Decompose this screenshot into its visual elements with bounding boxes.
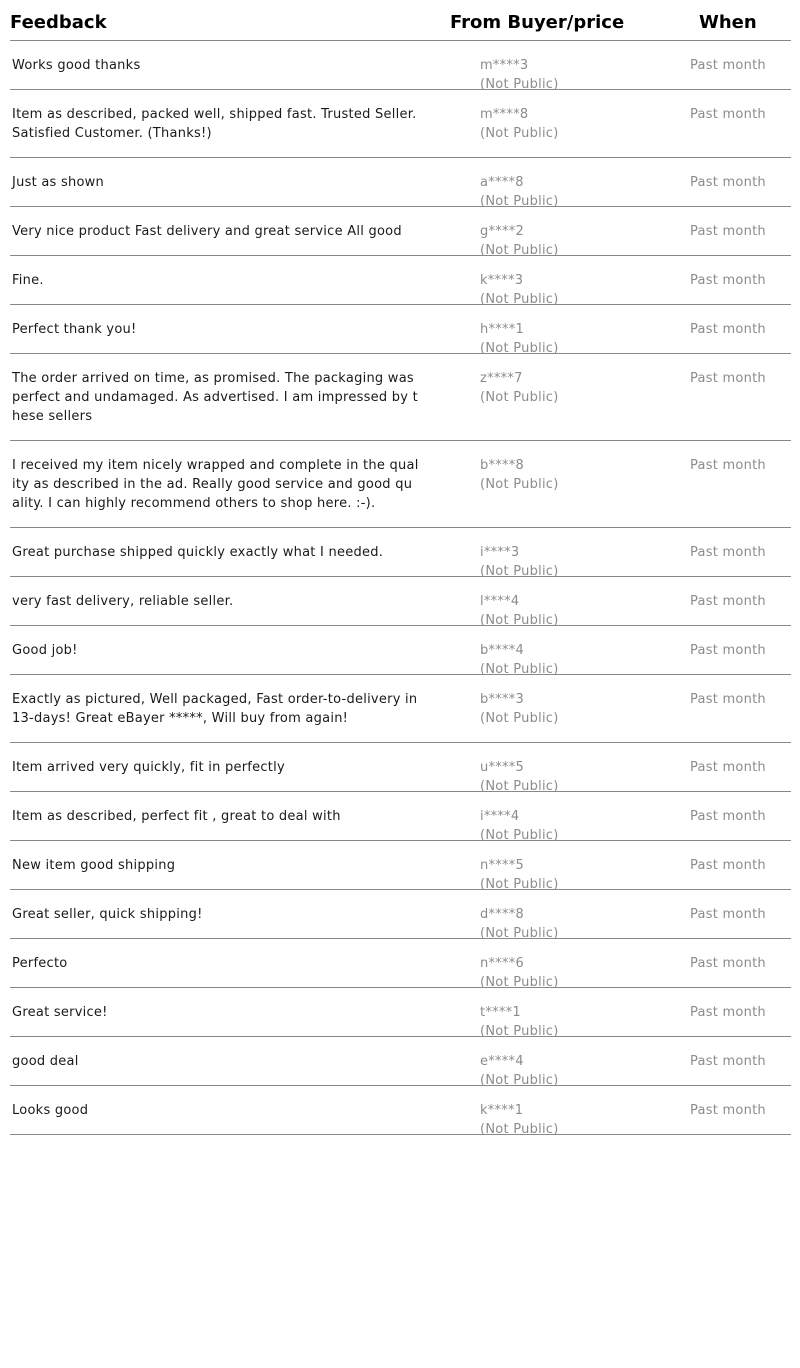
feedback-row bbox=[10, 675, 791, 743]
feedback-comment: Great purchase shipped quickly exactly what I needed. bbox=[12, 545, 384, 560]
feedback-when: Past month bbox=[690, 643, 766, 658]
feedback-row bbox=[10, 256, 791, 305]
feedback-comment: Perfecto bbox=[12, 956, 68, 971]
feedback-row bbox=[10, 841, 791, 890]
price-text: (Not Public) bbox=[480, 77, 559, 92]
buyer-info bbox=[480, 758, 559, 796]
feedback-when: Past month bbox=[690, 371, 766, 386]
buyer-id: h****1 bbox=[480, 322, 525, 337]
feedback-comment: Very nice product Fast delivery and great service All good bbox=[12, 224, 402, 239]
buyer-id: m****3 bbox=[480, 58, 529, 73]
feedback-comment: I received my item nicely wrapped and complete in the quality as described in the ad. Really good service and good quality. I can highly recommend others to shop here. :-). bbox=[12, 458, 419, 511]
feedback-comment: Item as described, perfect fit , great to deal with bbox=[12, 809, 341, 824]
feedback-when: Past month bbox=[690, 692, 766, 707]
feedback-row bbox=[10, 743, 791, 792]
price-text: (Not Public) bbox=[480, 1024, 559, 1039]
price-text: (Not Public) bbox=[480, 477, 559, 492]
feedback-when: Past month bbox=[690, 760, 766, 775]
feedback-comment: Item arrived very quickly, fit in perfectly bbox=[12, 760, 285, 775]
feedback-comment: Item as described, packed well, shipped fast. Trusted Seller. Satisfied Customer. (Thanks!) bbox=[12, 107, 417, 141]
feedback-row bbox=[10, 305, 791, 354]
buyer-info bbox=[480, 954, 559, 992]
feedback-when: Past month bbox=[690, 1103, 766, 1118]
feedback-row bbox=[10, 528, 791, 577]
buyer-info bbox=[480, 856, 559, 894]
feedback-row bbox=[10, 792, 791, 841]
buyer-column-header: From Buyer/price bbox=[450, 12, 625, 33]
buyer-id: a****8 bbox=[480, 175, 524, 190]
buyer-id: g****2 bbox=[480, 224, 525, 239]
feedback-when: Past month bbox=[690, 858, 766, 873]
buyer-id: m****8 bbox=[480, 107, 529, 122]
feedback-row bbox=[10, 441, 791, 528]
buyer-id: b****8 bbox=[480, 458, 525, 473]
buyer-info bbox=[480, 271, 559, 309]
buyer-id: n****5 bbox=[480, 858, 525, 873]
price-text: (Not Public) bbox=[480, 877, 559, 892]
feedback-when: Past month bbox=[690, 322, 766, 337]
feedback-when: Past month bbox=[690, 58, 766, 73]
price-text: (Not Public) bbox=[480, 564, 559, 579]
price-text: (Not Public) bbox=[480, 1122, 559, 1137]
price-text: (Not Public) bbox=[480, 390, 559, 405]
buyer-info bbox=[480, 543, 559, 581]
price-text: (Not Public) bbox=[480, 194, 559, 209]
price-text: (Not Public) bbox=[480, 341, 559, 356]
buyer-info bbox=[480, 690, 559, 728]
feedback-table bbox=[10, 0, 791, 1135]
feedback-comment: Great seller, quick shipping! bbox=[12, 907, 203, 922]
feedback-comment: Fine. bbox=[12, 273, 44, 288]
feedback-comment: Just as shown bbox=[12, 175, 105, 190]
buyer-id: z****7 bbox=[480, 371, 523, 386]
buyer-id: d****8 bbox=[480, 907, 525, 922]
buyer-id: k****3 bbox=[480, 273, 524, 288]
feedback-row bbox=[10, 626, 791, 675]
buyer-id: u****5 bbox=[480, 760, 525, 775]
buyer-info bbox=[480, 222, 559, 260]
buyer-info bbox=[480, 1052, 559, 1090]
feedback-when: Past month bbox=[690, 594, 766, 609]
buyer-id: b****3 bbox=[480, 692, 525, 707]
buyer-id: b****4 bbox=[480, 643, 525, 658]
buyer-id: l****4 bbox=[480, 594, 520, 609]
feedback-when: Past month bbox=[690, 175, 766, 190]
feedback-row bbox=[10, 939, 791, 988]
feedback-row bbox=[10, 207, 791, 256]
buyer-info bbox=[480, 173, 559, 211]
price-text: (Not Public) bbox=[480, 926, 559, 941]
feedback-row bbox=[10, 1086, 791, 1135]
feedback-when: Past month bbox=[690, 224, 766, 239]
buyer-info bbox=[480, 320, 559, 358]
price-text: (Not Public) bbox=[480, 126, 559, 141]
feedback-when: Past month bbox=[690, 1054, 766, 1069]
buyer-info bbox=[480, 369, 559, 407]
feedback-comment: very fast delivery, reliable seller. bbox=[12, 594, 234, 609]
feedback-row bbox=[10, 1037, 791, 1086]
price-text: (Not Public) bbox=[480, 828, 559, 843]
feedback-comment: New item good shipping bbox=[12, 858, 176, 873]
buyer-info bbox=[480, 905, 559, 943]
feedback-row bbox=[10, 90, 791, 158]
feedback-row bbox=[10, 988, 791, 1037]
feedback-when: Past month bbox=[690, 809, 766, 824]
feedback-comment: Exactly as pictured, Well packaged, Fast order-to-delivery in 13-days! Great eBayer *****, Will buy from again! bbox=[12, 692, 418, 726]
buyer-id: i****4 bbox=[480, 809, 520, 824]
feedback-when: Past month bbox=[690, 907, 766, 922]
price-text: (Not Public) bbox=[480, 662, 559, 677]
feedback-when: Past month bbox=[690, 458, 766, 473]
feedback-column-header: Feedback bbox=[10, 12, 107, 33]
buyer-info bbox=[480, 1101, 559, 1139]
buyer-info bbox=[480, 105, 559, 143]
buyer-id: k****1 bbox=[480, 1103, 524, 1118]
feedback-comment: Works good thanks bbox=[12, 58, 141, 73]
buyer-id: i****3 bbox=[480, 545, 520, 560]
buyer-info bbox=[480, 641, 559, 679]
feedback-comment: Looks good bbox=[12, 1103, 89, 1118]
buyer-info bbox=[480, 56, 559, 94]
feedback-comment: Good job! bbox=[12, 643, 78, 658]
feedback-row bbox=[10, 577, 791, 626]
feedback-when: Past month bbox=[690, 1005, 766, 1020]
price-text: (Not Public) bbox=[480, 779, 559, 794]
table-header bbox=[10, 0, 791, 41]
price-text: (Not Public) bbox=[480, 711, 559, 726]
buyer-id: t****1 bbox=[480, 1005, 521, 1020]
when-column-header: When bbox=[699, 12, 757, 33]
feedback-comment: Great service! bbox=[12, 1005, 108, 1020]
buyer-id: n****6 bbox=[480, 956, 525, 971]
feedback-when: Past month bbox=[690, 107, 766, 122]
feedback-row bbox=[10, 890, 791, 939]
feedback-comment: The order arrived on time, as promised. The packaging was perfect and undamaged. As advertised. I am impressed by these sellers bbox=[12, 371, 418, 424]
buyer-info bbox=[480, 1003, 559, 1041]
feedback-row bbox=[10, 354, 791, 441]
buyer-info bbox=[480, 807, 559, 845]
price-text: (Not Public) bbox=[480, 975, 559, 990]
feedback-comment: Perfect thank you! bbox=[12, 322, 137, 337]
feedback-when: Past month bbox=[690, 545, 766, 560]
feedback-row bbox=[10, 41, 791, 90]
buyer-id: e****4 bbox=[480, 1054, 524, 1069]
feedback-when: Past month bbox=[690, 273, 766, 288]
feedback-row bbox=[10, 158, 791, 207]
buyer-info bbox=[480, 456, 559, 494]
price-text: (Not Public) bbox=[480, 243, 559, 258]
buyer-info bbox=[480, 592, 559, 630]
price-text: (Not Public) bbox=[480, 1073, 559, 1088]
price-text: (Not Public) bbox=[480, 292, 559, 307]
feedback-comment: good deal bbox=[12, 1054, 79, 1069]
feedback-when: Past month bbox=[690, 956, 766, 971]
price-text: (Not Public) bbox=[480, 613, 559, 628]
